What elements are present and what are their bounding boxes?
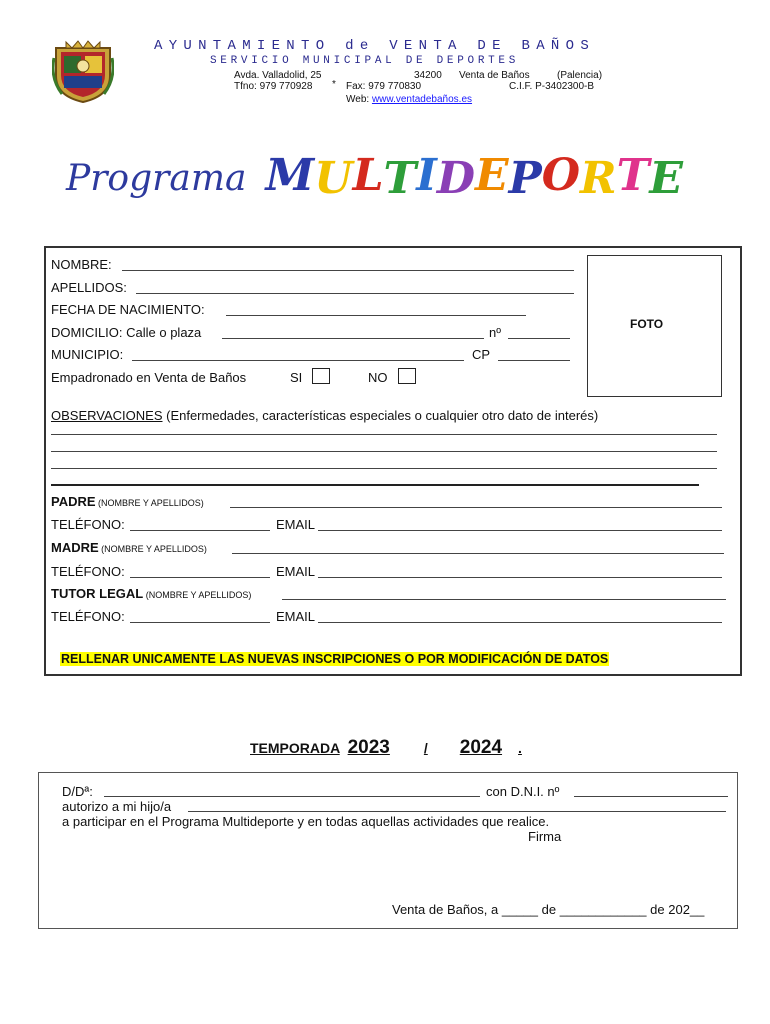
date-line <box>392 902 704 917</box>
municipio-field[interactable] <box>132 360 464 361</box>
padre-field[interactable] <box>230 507 722 508</box>
title-letter: L <box>352 150 384 201</box>
phone: Tfno: 979 770928 <box>234 81 313 92</box>
fecha-field[interactable] <box>226 315 526 316</box>
title-letter: O <box>541 150 581 201</box>
padre-telefono-label: TELÉFONO: <box>51 517 125 532</box>
fecha-label: FECHA DE NACIMIENTO: <box>51 302 205 317</box>
place-label: Venta de Baños, a <box>392 902 499 917</box>
apellidos-label: APELLIDOS: <box>51 280 127 295</box>
observaciones-line-1[interactable] <box>51 434 717 435</box>
tutor-email-label: EMAIL <box>276 609 316 624</box>
madre-email-field[interactable] <box>318 577 722 578</box>
year-field[interactable]: __ <box>689 902 705 917</box>
cp-field[interactable] <box>498 360 570 361</box>
nombre-field[interactable] <box>122 270 574 271</box>
title-letter: I <box>416 150 437 201</box>
padre-label-group <box>51 494 204 509</box>
month-field[interactable]: ____________ <box>559 902 647 917</box>
participar-text: a participar en el Programa Multideporte y en todas aquellas actividades que realice. <box>62 814 550 829</box>
nombre-label: NOMBRE: <box>51 257 112 272</box>
title-letter: R <box>580 153 617 204</box>
title-letter: E <box>649 153 683 204</box>
domicilio-field[interactable] <box>222 338 484 339</box>
madre-label: MADRE <box>51 540 99 555</box>
de-label-1: de <box>541 902 557 917</box>
province: (Palencia) <box>557 70 603 81</box>
madre-telefono-field[interactable] <box>130 577 270 578</box>
notice-banner: RELLENAR UNICAMENTE LAS NUEVAS INSCRIPCIONES O POR MODIFICACIÓN DE DATOS <box>61 652 609 666</box>
domicilio-label: DOMICILIO: Calle o plaza <box>51 325 202 340</box>
org-subtitle: SERVICIO MUNICIPAL DE DEPORTES <box>210 55 520 67</box>
address: Avda. Valladolid, 25 <box>234 70 322 81</box>
tutor-label: TUTOR LEGAL <box>51 586 144 601</box>
temporada-line <box>250 737 522 759</box>
madre-field[interactable] <box>232 553 724 554</box>
title-letter: T <box>383 153 417 204</box>
title-letter: D <box>436 153 476 204</box>
postal-code: 34200 <box>414 70 442 81</box>
si-checkbox[interactable] <box>312 368 330 384</box>
numero-label: nº <box>489 325 501 340</box>
program-word: Programa <box>66 158 247 199</box>
year-end: 2024 <box>459 737 503 758</box>
padre-hint: (NOMBRE Y APELLIDOS) <box>95 498 204 508</box>
cp-label: CP <box>472 347 491 362</box>
observaciones-line-2[interactable] <box>51 451 717 452</box>
tutor-label-group <box>51 586 251 601</box>
web-line <box>346 94 472 105</box>
numero-field[interactable] <box>508 338 570 339</box>
dd-label: D/Dª: <box>62 784 93 799</box>
web-label: Web: <box>346 94 370 105</box>
tutor-telefono-label: TELÉFONO: <box>51 609 125 624</box>
madre-email-label: EMAIL <box>276 564 316 579</box>
apellidos-field[interactable] <box>136 293 574 294</box>
municipio-label: MUNICIPIO: <box>51 347 124 362</box>
town: Venta de Baños <box>459 70 530 81</box>
observaciones-label: OBSERVACIONES <box>51 408 163 423</box>
observaciones-line-3[interactable] <box>51 468 717 469</box>
year-slash: / <box>423 740 428 756</box>
dni-label: con D.N.I. nº <box>486 784 560 799</box>
day-field[interactable]: _____ <box>501 902 539 917</box>
padre-label: PADRE <box>51 494 96 509</box>
no-checkbox[interactable] <box>398 368 416 384</box>
photo-label: FOTO <box>630 317 664 331</box>
temporada-years <box>347 737 522 758</box>
title-letter: P <box>508 153 542 204</box>
title-letter: U <box>314 153 353 204</box>
org-title: AYUNTAMIENTO de VENTA DE BAÑOS <box>154 38 596 54</box>
observaciones-heading <box>51 408 598 423</box>
dni-field[interactable] <box>574 796 728 797</box>
bullet: * <box>332 79 336 90</box>
madre-hint: (NOMBRE Y APELLIDOS) <box>98 544 207 554</box>
municipal-crest-logo <box>52 38 114 104</box>
tutor-field[interactable] <box>282 599 726 600</box>
padre-email-label: EMAIL <box>276 517 316 532</box>
de-label-2: de 202 <box>650 902 690 917</box>
padre-email-field[interactable] <box>318 530 722 531</box>
web-link[interactable]: www.ventadebaños.es <box>371 94 473 105</box>
multideporte-word <box>265 150 683 204</box>
empadronado-label: Empadronado en Venta de Baños <box>51 370 247 385</box>
title-letter: M <box>265 150 315 201</box>
tutor-telefono-field[interactable] <box>130 622 270 623</box>
no-label: NO <box>368 370 388 385</box>
title-letter: E <box>475 150 509 201</box>
year-start: 2023 <box>347 737 390 758</box>
madre-telefono-label: TELÉFONO: <box>51 564 125 579</box>
observaciones-hint: (Enfermedades, características especiales o cualquier otro dato de interés) <box>162 408 599 423</box>
tutor-hint: (NOMBRE Y APELLIDOS) <box>143 590 252 600</box>
year-dot: . <box>518 740 522 756</box>
madre-label-group <box>51 540 207 555</box>
si-label: SI <box>290 370 303 385</box>
hijo-field[interactable] <box>188 811 726 812</box>
title-letter: T <box>616 150 650 201</box>
autorizo-label: autorizo a mi hijo/a <box>62 799 172 814</box>
section-divider <box>51 484 699 486</box>
cif: C.I.F. P-3402300-B <box>509 81 595 92</box>
temporada-label: TEMPORADA <box>250 740 340 756</box>
padre-telefono-field[interactable] <box>130 530 270 531</box>
fax: Fax: 979 770830 <box>346 81 422 92</box>
tutor-email-field[interactable] <box>318 622 722 623</box>
firma-label: Firma <box>528 829 562 844</box>
program-title <box>66 150 683 204</box>
dd-field[interactable] <box>104 796 480 797</box>
